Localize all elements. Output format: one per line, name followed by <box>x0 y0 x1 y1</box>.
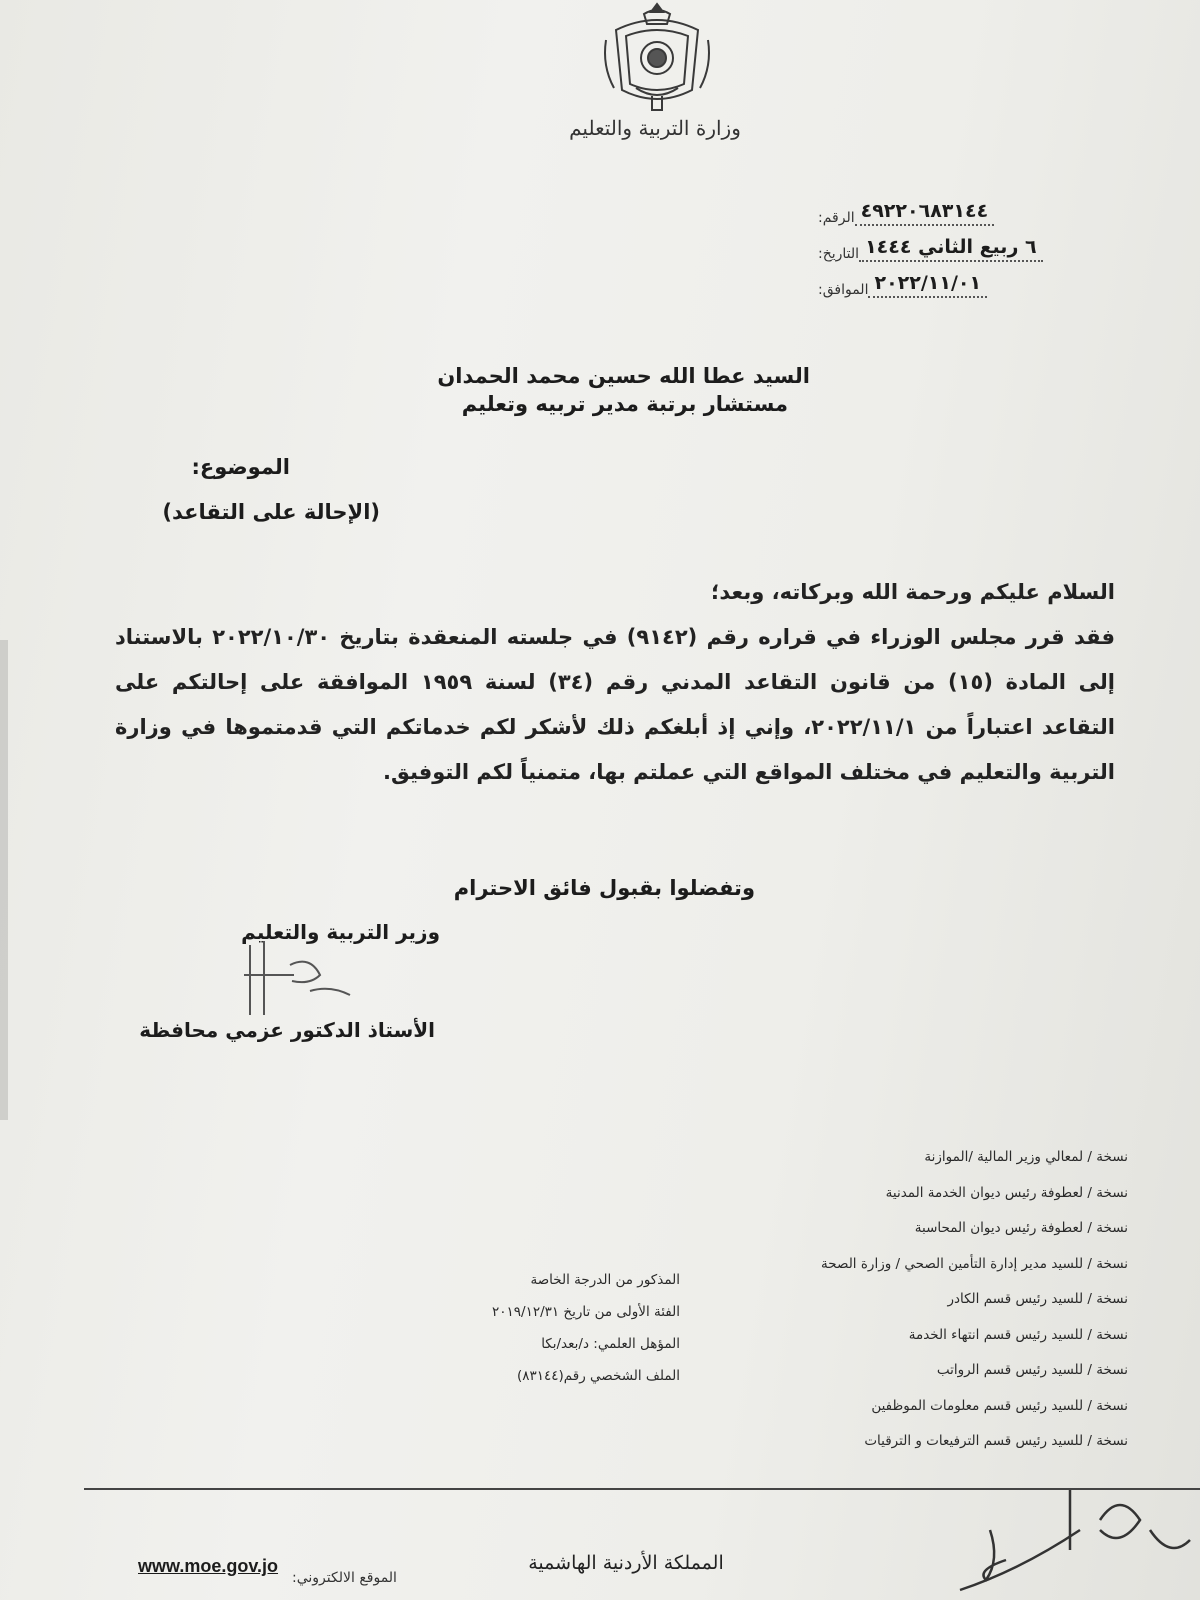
list-item: نسخة / للسيد رئيس قسم انتهاء الخدمة <box>908 1326 1128 1343</box>
copies-list <box>708 1140 1128 1460</box>
greeting: السلام عليكم ورحمة الله وبركاته، وبعد؛ <box>710 580 1115 604</box>
hijri-date-value: ٦ ربيع الثاني ١٤٤٤ <box>859 236 1043 262</box>
letter-body <box>115 570 1115 795</box>
jordan-coat-of-arms-icon <box>596 0 718 116</box>
list-item: المذكور من الدرجة الخاصة <box>530 1272 680 1288</box>
website-link[interactable]: www.moe.gov.jo <box>138 1556 279 1576</box>
list-item: نسخة / للسيد رئيس قسم معلومات الموظفين <box>871 1397 1128 1414</box>
list-item: المؤهل العلمي: د/بعد/بكا <box>541 1336 680 1352</box>
hijri-date-label: التاريخ: <box>818 246 860 262</box>
reference-number-label: الرقم: <box>818 210 855 226</box>
reference-number-row <box>812 196 1172 226</box>
ministry-name: وزارة التربية والتعليم <box>569 116 741 140</box>
hijri-date-row <box>812 232 1172 262</box>
list-item: نسخة / لمعالي وزير المالية /الموازنة <box>924 1149 1128 1165</box>
subject-value: (الإحالة على التقاعد) <box>162 500 380 524</box>
addressee-name: السيد عطا الله حسين محمد الحمدان <box>437 364 810 388</box>
list-item: نسخة / لعطوفة رئيس ديوان الخدمة المدنية <box>885 1184 1128 1201</box>
signatory-name: الأستاذ الدكتور عزمي محافظة <box>139 1018 435 1042</box>
website-label: الموقع الالكتروني: <box>292 1570 397 1586</box>
list-item: نسخة / للسيد رئيس قسم الترفيعات و الترقيات <box>864 1433 1128 1449</box>
signatory-title: وزير التربية والتعليم <box>241 920 440 944</box>
body-paragraph: فقد قرر مجلس الوزراء في قراره رقم (٩١٤٢) في جلسته المنعقدة بتاريخ ٢٠٢٢/١٠/٣٠ بالاستناد إلى المادة (١٥) من قانون التقاعد المدني رقم (٣٤) لسنة ١٩٥٩ الموافقة على إحالتكم على التقاعد اعتباراً من ٢٠٢٢/١١/١، وإني إذ أبلغكم ذلك لأشكر لكم خدماتكم التي قدمتموها في وزارة التربية والتعليم في مختلف المواقع التي عملتم بها، متمنياً لكم التوفيق. <box>115 625 1116 784</box>
addressee-title: مستشار برتبة مدير تربيه وتعليم <box>461 392 788 416</box>
closing-regards: وتفضلوا بقبول فائق الاحترام <box>453 876 755 900</box>
list-item: نسخة / للسيد رئيس قسم الكادر <box>947 1291 1128 1307</box>
employee-details <box>360 1264 680 1392</box>
handwritten-initials <box>950 1460 1200 1600</box>
reference-number-value: ٤٩٢٢٠٦٨٣١٤٤ <box>855 200 995 226</box>
list-item: نسخة / لعطوفة رئيس ديوان المحاسبة <box>914 1220 1128 1236</box>
page-edge-shadow <box>0 640 8 1120</box>
list-item: نسخة / للسيد رئيس قسم الرواتب <box>936 1362 1128 1378</box>
subject-label: الموضوع: <box>191 455 290 479</box>
list-item: الفئة الأولى من تاريخ ٢٠١٩/١٢/٣١ <box>492 1304 680 1320</box>
list-item: الملف الشخصي رقم(٨٣١٤٤) <box>516 1368 680 1384</box>
list-item: نسخة / للسيد مدير إدارة التأمين الصحي / وزارة الصحة <box>821 1255 1128 1272</box>
handwritten-signature <box>230 935 370 1025</box>
gregorian-date-row <box>812 268 1172 298</box>
gregorian-date-label: الموافق: <box>818 282 869 298</box>
gregorian-date-value: ٢٠٢٢/١١/٠١ <box>868 272 987 298</box>
kingdom-name: المملكة الأردنية الهاشمية <box>528 1552 724 1574</box>
